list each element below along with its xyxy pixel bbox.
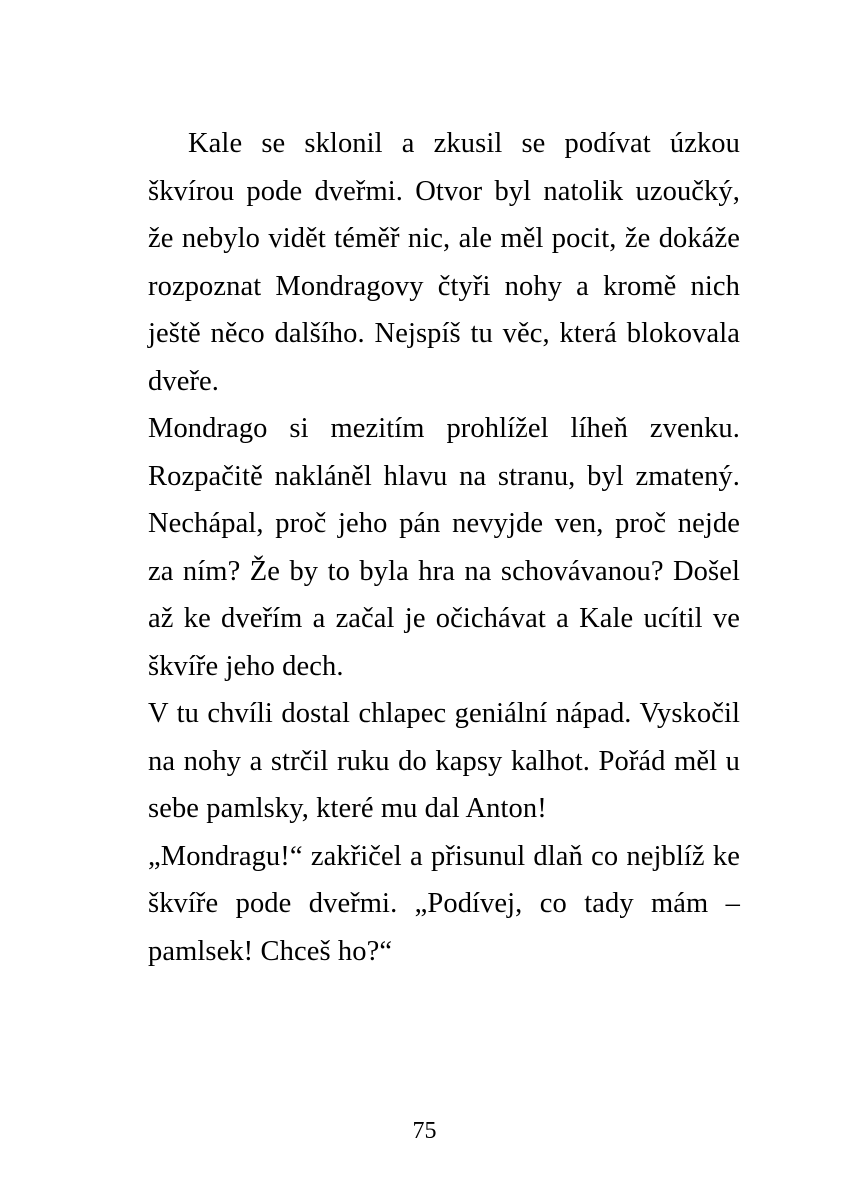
paragraph: Kale se sklonil a zkusil se podívat úzkou škvírou pode dveřmi. Otvor byl natolik uzoučký, že nebylo vidět téměř nic, ale měl pocit, že dokáže rozpoznat Mondragovy čtyři nohy a kromě nich ještě něco dalšího. Nejspíš tu věc, která blokovala dveře. bbox=[148, 128, 740, 397]
paragraph: „Mondragu!“ zakřičel a přisunul dlaň co nejblíž ke škvíře pode dveřmi. „Podívej, co tady mám – pamlsek! Chceš ho?“ bbox=[148, 840, 740, 967]
paragraph: V tu chvíli dostal chlapec geniální nápad. Vyskočil na nohy a strčil ruku do kapsy kalhot. Pořád měl u sebe pamlsky, které mu dal Anton! bbox=[148, 698, 740, 824]
body-text bbox=[148, 120, 740, 975]
paragraph: Mondrago si mezitím prohlížel líheň zvenku. Rozpačitě nakláněl hlavu na stranu, byl zmatený. Nechápal, proč jeho pán nevyjde ven, proč nejde za ním? Že by to byla hra na schovávanou? Došel až ke dveřím a začal je očichávat a Kale ucítil ve škvíře jeho dech. bbox=[148, 413, 740, 682]
page-number: 75 bbox=[412, 1118, 437, 1144]
